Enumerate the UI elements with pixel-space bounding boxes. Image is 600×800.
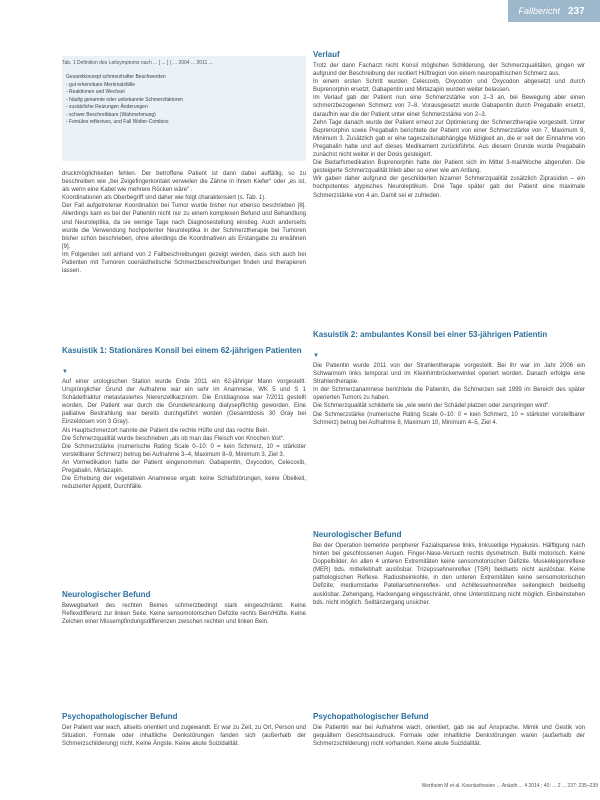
case2-heading: Kasuistik 2: ambulantes Konsil bei einer 53-jährigen Patientin (313, 330, 548, 339)
paragraph: Die Patientin war bei Aufnahme wach, orientiert, gab sie auf Ansprache. Mimik und Gestik von gequältem Gesichtsausdruck. Formale oder inhaltliche Denkstörungen waren (außerhalb der Schmerzschilderung) nicht vorhanden. Keine akute Suizidalität. (313, 725, 585, 748)
table-item: - häufig genannte oder unbekannte Schmerzfaktoren (66, 96, 184, 103)
case2-marker: ▼ (313, 353, 319, 359)
case1-psych-text (62, 724, 306, 748)
paragraph: Auf einer urologischen Station wurde Ende 2011 ein 62-jähriger Mann vorgestellt. Ursprünglicher Grund der Aufnahme war ein sehr im Anamnese, WK 5 und S 1 Schädelfraktur metastasiertes Nierenzellkarzinom. Die Erstdiagnose war 7/2011 gestellt worden. Der Patient war durch die Grunderkrankung dialysepflichtig geworden. Eine palliative Bestrahlung war bereits durchgeführt worden (Gesamtdosis 30 Gray bei Einzeldosen von 3 Gray). (62, 379, 306, 426)
paragraph: Die Schmerzstärke (numerische Rating Scale 0–10: 0 = kein Schmerz, 10 = stärkster vorstellbarer Schmerz) betrug bei Aufnahme 8, Maximum 10, Minimum 4–5, Ziel 4. (313, 411, 585, 426)
case1-neuro-heading: Neurologischer Befund (62, 590, 151, 599)
verlauf-text (313, 62, 585, 200)
paragraph: Die Bedarfsmedikation Buprenorphin hatte der Patient sich im Mittel 3-mal/Woche abgerufen. Die gesteigerte Schmerzqualität blieb aber so einer wie am Anfang. (313, 160, 585, 175)
paragraph: An Vormedikation hatte der Patient eingenommen: Gabapentin, Oxycodon, Celecoxib, Pregabalin, Mirtazapin. (62, 459, 306, 475)
table-item: Gesamtkonzept schmerzhafter Beschwerden (66, 74, 166, 80)
paragraph: Bewegbarkeit des rechten Beines schmerzbedingt stark eingeschränkt. Keine Reflexdifferenz zur linken Seite. Keine sensomotorischen Defizite rechts Bein/Hüfte. Keine Zeichen einer Missempfindungsdifferenzen zwischen rechten und linken Bein. (62, 603, 306, 626)
table-item: - schwer Beschreibbare (Wahrnehmung) (66, 111, 156, 118)
case2-psych-heading: Psychopathologischer Befund (313, 712, 429, 721)
table-item: - gut erkennbare Merkmalsfälle (66, 81, 135, 88)
paragraph: In einem ersten Schritt wurden Celecoxib, Oxycodon und Oxycodon abgesetzt und durch Buprenorphin ersetzt. Gabapentin und Mirtazapin wurden weiter belassen. (313, 79, 585, 94)
paragraph: Im Folgenden soll anhand von 2 Fallbeschreibungen gezeigt werden, dass sich auch bei Patienten mit Tumoren coenästhetische Schmerzbeschreibungen finden und therapieren lassen. (62, 251, 306, 275)
table-item: - zusätzliche Reizungen Änderungen (66, 104, 148, 110)
paragraph: Die Schmerzqualität wurde beschrieben „als ob man das Fleisch von Knochen löst“. (62, 435, 285, 442)
page-number: 237 (568, 6, 585, 17)
case1-marker: ▼ (62, 369, 68, 375)
case2-text (313, 362, 585, 427)
case2-neuro-heading: Neurologischer Befund (313, 530, 402, 539)
paragraph: In der Schmerzanamnese berichtete die Patientin, die Schmerzen seit 1999 im Bereich des später operierten Tumors zu haben. (313, 387, 585, 402)
case2-psych-text (313, 724, 585, 748)
paragraph: Die Erhebung der vegetativen Anamnese ergab: keine Schlafstörungen, keine Übelkeit, reduzierter Appetit, Durchfälle. (62, 476, 306, 491)
paragraph: Bei der Operation bemerkte peripherer Fazialisparese links, linksseitige Hypakusis. Hälftigung nach hinten bei geschlossenen Augen. Finger-Nase-Versuch rechts dysmetrisch. Bulbi motorisch. Keine Doppelbilder. An allen 4 unteren Extremitäten keine sensomotorischen Defizite. Muskeleigenreflexe (MER) bds. mittellebhaft auslösbar. Trizepssehnenreflex (TSR) beidseits nicht auslösbar. Keine pathologischen Reflexe. Radiusbeinkohle, in den unteren Extremitäten keine sensomotorischen Defizite; mediumstarke Patellarsehnenreflex- und Achillessehnenreflex seitengleich beidseitig auslösbar. Zehengang, Hackengang eingeschränkt, ohne Unterstützung nicht möglich. Einbeinstehen bds. nicht möglich. Seiltänzergang unsicher. (313, 543, 585, 606)
paragraph: Die Patientin wurde 2011 von der Strahlentherapie vorgestellt. Bei ihr war im Jahr 2006 ein Schwannom links temporal und im Kleinhirnbrückenwinkel operiert worden. Danach erfolgte eine Strahlentherapie. (313, 363, 585, 386)
case1-text (62, 378, 306, 491)
running-header (508, 0, 600, 22)
paragraph: Der Fall aufgetretener Koordination bei Tumor wurde bisher nur ebenso beschrieben [8]. Allerdings kam es bei der Patientin nicht nur zu einem komplexen Befund und Behandlung und Neuroleptika, da sie wenige Tage nach Diagnosestellung einstieg. Auch anderseits wurde die Verwendung hochpotenter Neuroleptika in der Schmerztherapie bei Tumoren bisher schon beschrieben, ohne allerdings die Koordinativen als Erstangabe zu erwähnen [9]. (62, 203, 306, 250)
case1-psych-heading: Psychopathologischer Befund (62, 712, 178, 721)
paragraph: Koordinationen als Oberbegriff sind daher wie folgt charakterisiert (s. Tab. 1). (62, 195, 266, 202)
case2-neuro-text (313, 542, 585, 607)
table-items (66, 74, 302, 127)
paragraph: Die Schmerzqualität schilderte sie „wie wenn der Schädel platzen oder zerspringen wird“. (313, 403, 550, 410)
header-section-label: Fallbericht (518, 6, 560, 16)
verlauf-heading: Verlauf (313, 50, 340, 59)
paragraph: druckmöglichkeiten fehlen. Der betroffene Patient ist dann dabei auffällig, so zu beschreiben wie „bei Zeigefingerkontakt verweilen die Zähne in ihrem Kiefer“ oder „es ist, als wenn eine Kabel wie mehrere Rücken wäre“ . (62, 171, 306, 194)
paragraph: Der Patient war wach, allseits orientiert und zugewandt. Er war zu Zeit, zu Ort, Person und Situation. Formale oder inhaltliche Denkstörungen fanden sich (außerhalb der Schmerzschilderung) nicht. Keine Ängste. Keine akute Suizidalität. (62, 725, 306, 748)
paragraph: Im Verlauf gab der Patient nun eine Schmerzstärke von 2–3 an, bei Bewegung aber einen schmerzbezogenen Schmerz von 7–8. Vorausgesetzt wurde Gabapentin durch Pregabalin ersetzt, daraufhin war die der Patient unter einer Schmerzstärke von 2–3. (313, 95, 585, 118)
citation-footer: Wertheim M et al. Koenästhesien ... Anästh ... 4 2014 ; 40: ... 2 ... 237: 235–239 (421, 783, 598, 789)
paragraph: Die Schmerzstärke (numerische Rating Scale 0–10: 0 = kein Schmerz, 10 = stärkster vorstellbarer Schmerz) betrug bei Aufnahme 3–4, Maximum 8–9, Minimum 3, Ziel 3. (62, 443, 306, 458)
left-intro-text (62, 170, 306, 275)
case1-heading: Kasuistik 1: Stationäres Konsil bei einem 62-jährigen Patienten (62, 346, 302, 355)
table-item: - Femüles reflexives, und Fall Wolter-Combios (66, 119, 169, 125)
paragraph: Als Hauptschmerzort nannte der Patient die rechte Hüfte und das rechte Bein. (62, 427, 270, 434)
table-caption: Tab. 1 Definition des Leitsymptoms nach ... [ ... ] ( ... 2004 ... 2011 ... (62, 60, 213, 66)
table-item: - Reaktionen und Wechsel (66, 89, 125, 95)
case1-neuro-text (62, 602, 306, 626)
paragraph: Wir gaben daher aufgrund der geschilderten bizarren Schmerzqualität zusätzlich Ziprasidon – ein hochpotentes atypisches Neuroleptikum. Drei Tage später gab der Patient eine maximale Schmerzstärke von 4 an. Damit sei er zufrieden. (313, 176, 585, 199)
paragraph: Zehn Tage danach wurde der Patient erneut zur Optimierung der Schmerztherapie vorgestellt. Unter Buprenorphin sowie Pregabalin berichtete der Patient von einer Schmerzstärke von 7, Maximum 9, Minimum 3. Zusätzlich gab er eine tageszeitunabhängige Müdigkeit an, die er seit der Einnahme von Pregabalin habe und auf dieses Medikament zurückführte. Aus diesem Grunde wurde Pregabalin zunächst nicht weiter in der Dosis gesteigert. (313, 119, 585, 159)
paragraph: Trotz der dann Facharzt nicht Konsil möglichen Schilderung, der Schmerzqualitäten, gingen wir aufgrund der Beschreibung der recitiert Hüftregion von einem neuropathischen Schmerz aus. (313, 63, 585, 78)
